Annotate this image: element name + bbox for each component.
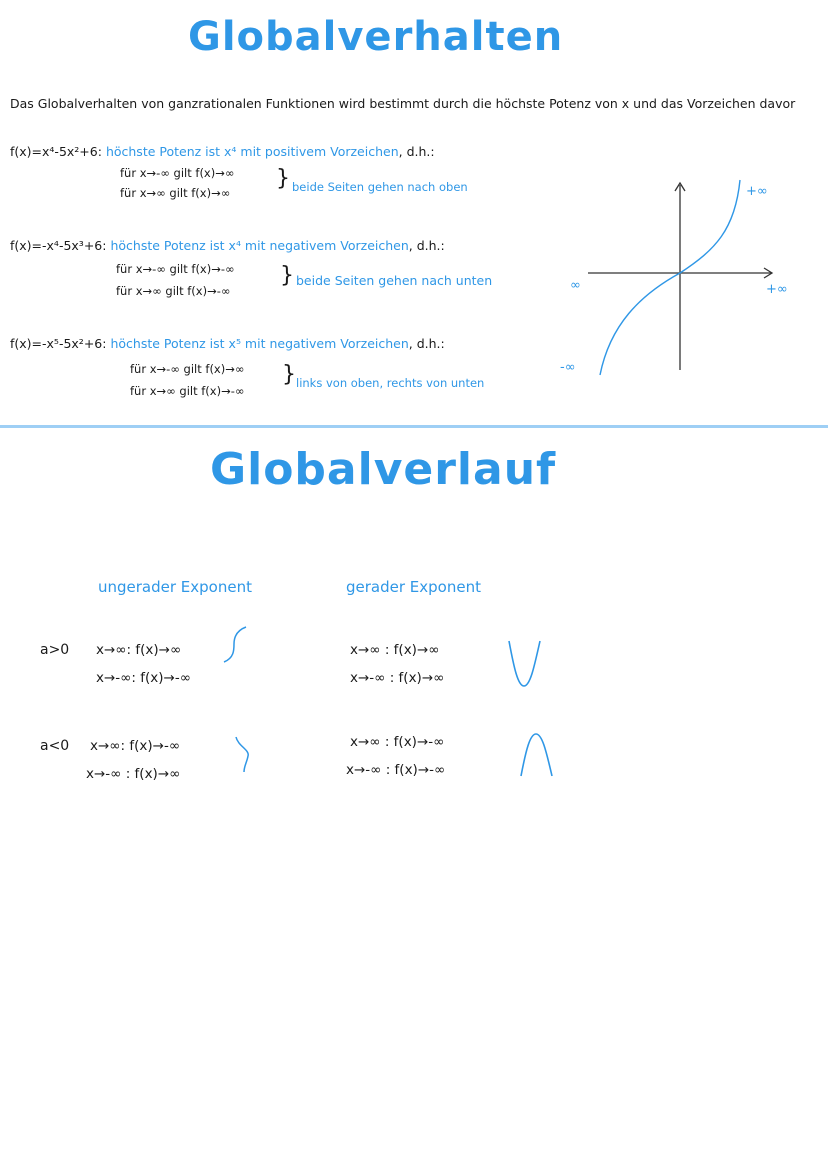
row-2-odd-2: x→-∞ : f(x)→∞ [86,766,181,782]
example-3-suffix: , d.h.: [408,336,445,351]
row-1-odd-2: x→-∞: f(x)→-∞ [96,670,191,686]
example-2-heading [10,238,445,253]
example-1-description: höchste Potenz ist x⁴ mit positivem Vorzeichen [105,144,399,159]
section-2-title: Globalverlauf [210,444,557,495]
graph-label-top: +∞ [746,184,768,199]
example-2-brace: } [280,263,294,288]
example-1-summary: beide Seiten gehen nach oben [292,180,468,194]
example-3-line-2: für x→∞ gilt f(x)→-∞ [130,384,245,398]
example-3-line-1: für x→-∞ gilt f(x)→∞ [130,362,245,376]
row-2-odd-1: x→∞: f(x)→-∞ [90,738,181,754]
falling-curve-icon [232,734,256,774]
example-3-function: f(x)=-x⁵-5x²+6: [10,336,107,351]
example-3-brace: } [282,362,296,387]
column-even-header: gerader Exponent [346,578,481,596]
example-3-summary: links von oben, rechts von unten [296,376,485,390]
example-2-description: höchste Potenz ist x⁴ mit negativem Vorzeichen [110,238,409,253]
row-1-label: a>0 [40,642,70,658]
column-odd-header: ungerader Exponent [98,578,252,596]
example-2-line-2: für x→∞ gilt f(x)→-∞ [116,284,231,298]
row-2-label: a<0 [40,738,70,754]
example-1-function: f(x)=x⁴-5x²+6: [10,144,102,159]
example-1-brace: } [276,166,290,191]
example-1-line-2: für x→∞ gilt f(x)→∞ [120,186,231,200]
intro-text: Das Globalverhalten von ganzrationalen Funktionen wird bestimmt durch die höchste Potenz von x und das Vorzeichen davor [10,96,796,111]
graph-label-right: +∞ [766,282,788,297]
odd-function-graph [560,175,800,385]
example-3-description: höchste Potenz ist x⁵ mit negativem Vorzeichen [110,336,409,351]
example-2-suffix: , d.h.: [408,238,445,253]
example-2-line-1: für x→-∞ gilt f(x)→-∞ [116,262,235,276]
row-1-odd-1: x→∞: f(x)→∞ [96,642,182,658]
graph-label-bottom: -∞ [560,360,576,375]
rising-curve-icon [220,624,250,666]
row-1-even-1: x→∞ : f(x)→∞ [350,642,440,658]
upward-parabola-icon [504,638,544,692]
graph-curve [600,180,740,375]
row-2-even-2: x→-∞ : f(x)→-∞ [346,762,446,778]
example-1-suffix: , d.h.: [398,144,435,159]
example-1-heading [10,144,435,159]
graph-label-left: ∞ [570,278,581,293]
row-2-even-1: x→∞ : f(x)→-∞ [350,734,445,750]
page-title: Globalverhalten [188,14,564,60]
downward-parabola-icon [516,730,556,780]
section-divider [0,425,828,428]
example-2-function: f(x)=-x⁴-5x³+6: [10,238,107,253]
example-2-summary: beide Seiten gehen nach unten [296,273,493,288]
example-3-heading [10,336,445,351]
row-1-even-2: x→-∞ : f(x)→∞ [350,670,445,686]
example-1-line-1: für x→-∞ gilt f(x)→∞ [120,166,235,180]
